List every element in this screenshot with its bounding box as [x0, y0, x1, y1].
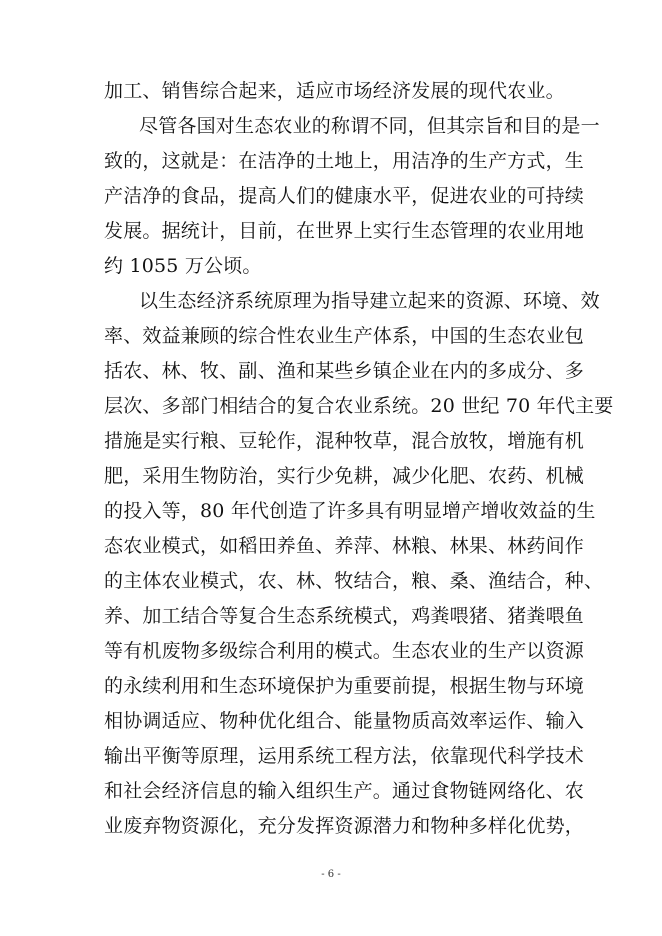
text-line-12: 肥，采用生物防治，实行少免耕，减少化肥、农药、机械	[104, 465, 585, 487]
text-line-21: 和社会经济信息的输入组织生产。通过食物链网络化、农	[104, 780, 585, 802]
text-line-7: 以生态经济系统原理为指导建立起来的资源、环境、效	[139, 290, 600, 312]
text-line-10: 层次、多部门相结合的复合农业系统。20 世纪 70 年代主要	[104, 395, 614, 417]
text-line-8: 率、效益兼顾的综合性农业生产体系，中国的生态农业包	[104, 325, 585, 347]
text-line-2: 尽管各国对生态农业的称谓不同，但其宗旨和目的是一	[139, 115, 600, 137]
text-line-14: 态农业模式，如稻田养鱼、养萍、林粮、林果、林药间作	[104, 535, 585, 557]
text-line-9: 括农、林、牧、副、渔和某些乡镇企业在内的多成分、多	[104, 360, 585, 382]
page-number: - 6 -	[321, 869, 341, 880]
text-line-20: 输出平衡等原理，运用系统工程方法，依靠现代科学技术	[104, 745, 585, 767]
text-line-17: 等有机废物多级综合利用的模式。生态农业的生产以资源	[104, 640, 585, 662]
text-line-11: 措施是实行粮、豆轮作，混种牧草，混合放牧，增施有机	[104, 430, 585, 452]
text-line-19: 相协调适应、物种优化组合、能量物质高效率运作、输入	[104, 710, 585, 732]
text-line-1: 加工、销售综合起来，适应市场经济发展的现代农业。	[104, 80, 565, 102]
text-line-13: 的投入等，80 年代创造了许多具有明显增产增收效益的生	[104, 500, 596, 522]
text-line-6: 约 1055 万公顷。	[104, 255, 262, 277]
text-line-15: 的主体农业模式，农、林、牧结合，粮、桑、渔结合，种、	[104, 570, 604, 592]
text-line-18: 的永续利用和生态环境保护为重要前提，根据生物与环境	[104, 675, 585, 697]
text-line-16: 养、加工结合等复合生态系统模式，鸡粪喂猪、猪粪喂鱼	[104, 605, 585, 627]
text-line-4: 产洁净的食品，提高人们的健康水平，促进农业的可持续	[104, 185, 585, 207]
text-line-5: 发展。据统计，目前，在世界上实行生态管理的农业用地	[104, 220, 585, 242]
text-line-3: 致的，这就是：在洁净的土地上，用洁净的生产方式，生	[104, 150, 585, 172]
text-line-22: 业废弃物资源化，充分发挥资源潜力和物种多样化优势，	[104, 815, 585, 837]
